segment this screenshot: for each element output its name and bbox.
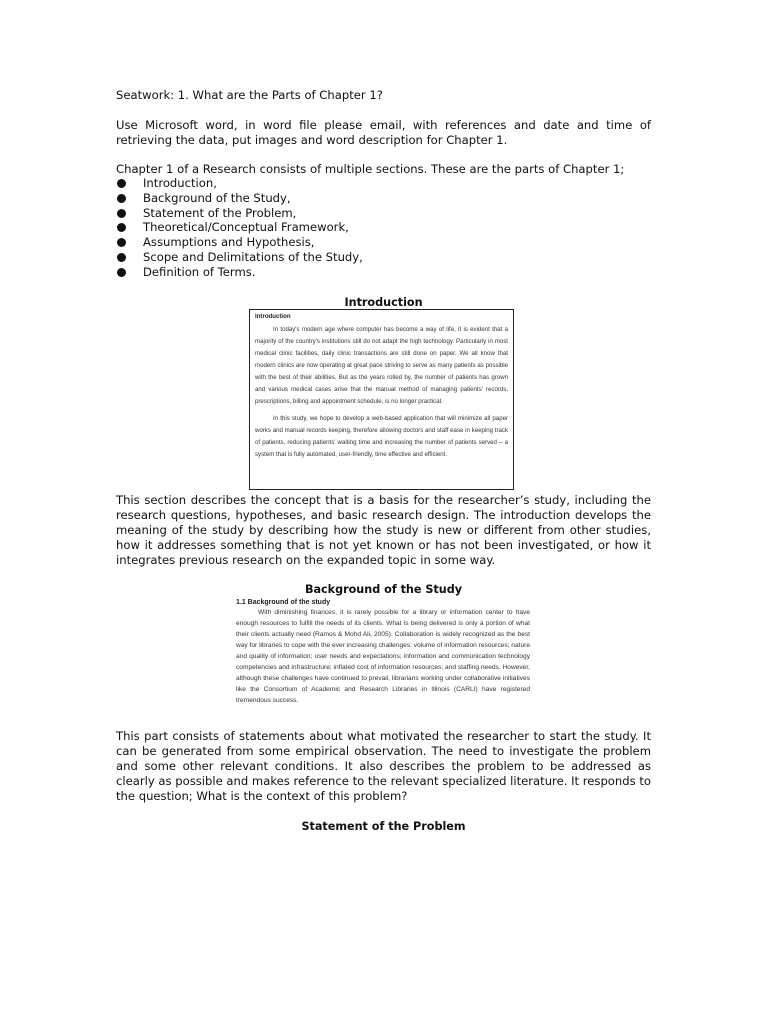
bullet-icon <box>117 194 126 203</box>
introduction-description: This section describes the concept that is a basis for the researcher’s study, including the research questions, hypotheses, and basic research design. The introduction develops the meaning of the study by describing how the study is new or different from other studies, how it addresses something that is not yet known or has not been investigated, or how it integrates previous research on the expanded topic in some way. <box>116 493 651 567</box>
figure-paragraph: In today's modern age where computer has become a way of life, it is evident that a majority of the country's institutions still do not adapt the high technology. Particularly in most medical clinic facilities, daily clinic transactions are still done on paper. We all know that modern clinics are now operating at great pace striving to serve as many patients as possible with the best of their abilities. But as the years rolled by, the number of patients has grown and various medical cases arise that the manual method of managing patients' records, prescriptions, billing and appointment schedule, is no longer practical. <box>255 326 508 405</box>
bullet-icon <box>117 223 126 232</box>
background-figure-image <box>236 598 530 730</box>
figure-paragraph: In this study, we hope to develop a web-based application that will minimize all paper works and manual records keeping, therefore allowing doctors and staff ease in keeping track of patients, reducing patients' waiting time and increasing the number of patients served – a system that is fully automated, user-friendly, time effective and efficient. <box>255 415 508 458</box>
list-item: Theoretical/Conceptual Framework, <box>116 220 651 235</box>
list-item: Statement of the Problem, <box>116 206 651 221</box>
background-description: This part consists of statements about what motivated the researcher to start the study. It can be generated from some empirical observation. The need to investigate the problem and some other relevant conditions. It also describes the problem to be addressed as clearly as possible and makes reference to the relevant specialized literature. It responds to the question; What is the context of this problem? <box>116 729 651 803</box>
bullet-icon <box>117 253 126 262</box>
bullet-icon <box>117 209 126 218</box>
background-heading: Background of the Study <box>304 583 463 596</box>
list-item: Scope and Delimitations of the Study, <box>116 250 651 265</box>
figure-title: Introduction <box>255 313 291 320</box>
bullet-icon <box>117 179 126 188</box>
list-item: Background of the Study, <box>116 191 651 206</box>
instruction-paragraph: Use Microsoft word, in word file please email, with references and date and time of retrieving the data, put images and word description for Chapter 1. <box>116 118 651 147</box>
figure-title: 1.1 Background of the study <box>236 599 331 606</box>
list-item: Assumptions and Hypothesis, <box>116 235 651 250</box>
bullet-icon <box>117 268 126 277</box>
parts-list <box>116 176 651 280</box>
bullet-icon <box>117 238 126 247</box>
list-item: Definition of Terms. <box>116 265 651 280</box>
seatwork-title: Seatwork: 1. What are the Parts of Chapter 1? <box>116 88 383 102</box>
introduction-heading: Introduction <box>344 296 423 309</box>
list-item: Introduction, <box>116 176 651 191</box>
introduction-figure-image <box>249 309 514 490</box>
statement-heading: Statement of the Problem <box>301 820 466 833</box>
figure-paragraph: With diminishing finances, it is rarely possible for a library or information center to have enough resources to fulfill the needs of its clients. What is being delivered is only a portion of what their clients actually need (Ramos & Mohd Ali, 2005). Collaboration is widely recognized as the best way for libraries to cope with the ever increasing challenges: volume of information resources; nature and quality of information; user needs and expectations; information and communication technology competencies and infrastructure; inflated cost of information resources; and staffing needs. However, although these challenges have continued to prevail, librarians working under collaborative initiatives like the Consortium of Academic and Research Libraries in Illinois (CARLI) have registered tremendous success. <box>236 609 530 704</box>
chapter-intro-line: Chapter 1 of a Research consists of multiple sections. These are the parts of Chapter 1; <box>116 162 625 176</box>
